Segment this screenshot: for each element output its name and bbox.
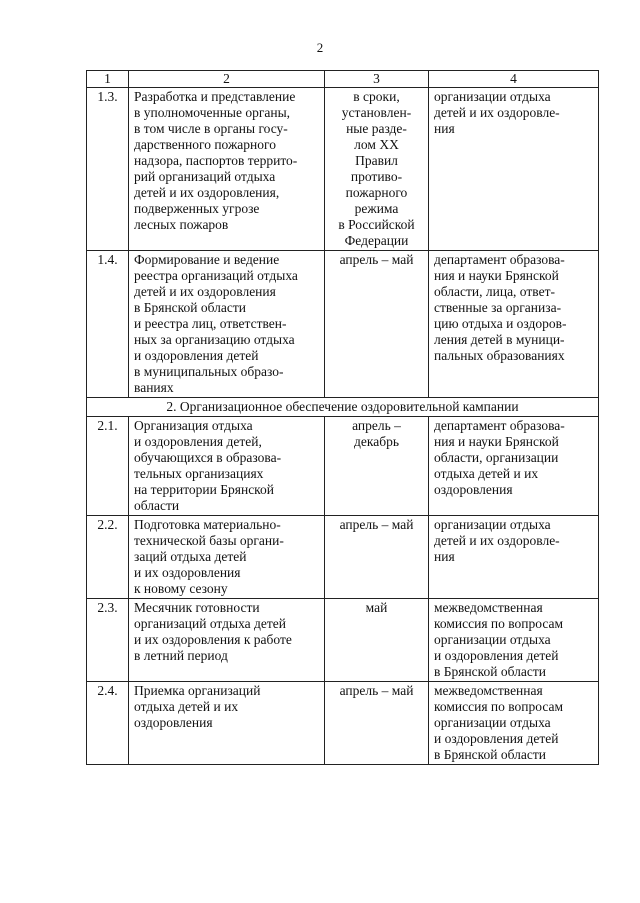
action-cell-line: Месячник готовности (134, 600, 260, 615)
header-col-3: 3 (325, 71, 429, 88)
plan-table-body (87, 88, 599, 765)
action-cell-line: к новому сезону (134, 581, 228, 596)
responsible-cell-line: в Брянской области (434, 747, 547, 762)
table-row (87, 417, 599, 516)
action-cell (129, 417, 325, 516)
action-cell-line: области (134, 498, 180, 513)
action-cell-line: и реестра лиц, ответствен- (134, 316, 287, 331)
action-cell-line: в уполномоченные органы, (134, 105, 291, 120)
action-cell-line: подверженных угрозе (134, 201, 260, 216)
action-cell (129, 599, 325, 682)
action-cell-line: рий организаций отдыха (134, 169, 276, 184)
action-cell-line: и их оздоровления к работе (134, 632, 292, 647)
action-cell-line: в том числе в органы госу- (134, 121, 288, 136)
responsible-cell-line: ния (434, 549, 455, 564)
row-number: 1.4. (87, 251, 129, 398)
table-row (87, 516, 599, 599)
term-cell-line: Федерации (344, 233, 409, 248)
responsible-cell-line: межведомственная (434, 683, 543, 698)
row-number: 1.3. (87, 88, 129, 251)
action-cell-line: ных за организацию отдыха (134, 332, 295, 347)
term-cell-line: апрель – май (339, 683, 414, 698)
action-cell-line: и их оздоровления (134, 565, 241, 580)
action-cell-line: в летний период (134, 648, 228, 663)
responsible-cell-line: комиссия по вопросам (434, 616, 564, 631)
term-cell-line: пожарного (345, 185, 408, 200)
term-cell-line: апрель – (352, 418, 401, 433)
responsible-cell-line: в Брянской области (434, 664, 547, 679)
action-cell (129, 251, 325, 398)
header-col-1: 1 (87, 71, 129, 88)
action-cell-line: детей и их оздоровления, (134, 185, 280, 200)
action-cell (129, 88, 325, 251)
action-cell-line: Разработка и представление (134, 89, 296, 104)
responsible-cell-line: департамент образова- (434, 418, 565, 433)
responsible-cell-line: детей и их оздоровле- (434, 105, 560, 120)
action-cell-line: заций отдыха детей (134, 549, 247, 564)
header-col-2: 2 (129, 71, 325, 88)
term-cell-line: декабрь (354, 434, 399, 449)
action-cell-line: организаций отдыха детей (134, 616, 287, 631)
action-cell-line: на территории Брянской (134, 482, 275, 497)
action-cell-line: оздоровления (134, 715, 213, 730)
responsible-cell (429, 599, 599, 682)
responsible-cell-line: и оздоровления детей (434, 731, 559, 746)
responsible-cell-line: организации отдыха (434, 89, 551, 104)
term-cell-line: май (365, 600, 388, 615)
action-cell-line: тельных организациях (134, 466, 264, 481)
row-number: 2.3. (87, 599, 129, 682)
responsible-cell (429, 682, 599, 765)
term-cell-line: в сроки, (353, 89, 400, 104)
action-cell-line: реестра организаций отдыха (134, 268, 298, 283)
term-cell (325, 88, 429, 251)
action-cell (129, 682, 325, 765)
responsible-cell-line: ния и науки Брянской (434, 268, 559, 283)
term-cell-line: апрель – май (339, 252, 414, 267)
responsible-cell (429, 88, 599, 251)
table-row (87, 599, 599, 682)
term-cell (325, 682, 429, 765)
action-cell-line: обучающихся в образова- (134, 450, 282, 465)
responsible-cell-line: детей и их оздоровле- (434, 533, 560, 548)
action-cell-line: лесных пожаров (134, 217, 229, 232)
row-number: 2.4. (87, 682, 129, 765)
action-cell-line: Организация отдыха (134, 418, 253, 433)
term-cell (325, 417, 429, 516)
term-cell-line: режима (354, 201, 399, 216)
action-cell-line: детей и их оздоровления (134, 284, 276, 299)
header-col-4: 4 (429, 71, 599, 88)
section-row (87, 398, 599, 417)
section-title: 2. Организационное обеспечение оздоровительной кампании (87, 398, 599, 417)
table-row (87, 88, 599, 251)
table-row (87, 682, 599, 765)
responsible-cell (429, 417, 599, 516)
responsible-cell-line: организации отдыха (434, 715, 551, 730)
term-cell-line: противо- (350, 169, 403, 184)
responsible-cell (429, 516, 599, 599)
term-cell-line: установлен- (341, 105, 412, 120)
row-number: 2.2. (87, 516, 129, 599)
responsible-cell-line: оздоровления (434, 482, 513, 497)
action-cell-line: Подготовка материально- (134, 517, 281, 532)
term-cell (325, 516, 429, 599)
action-cell-line: в муниципальных образо- (134, 364, 284, 379)
responsible-cell-line: межведомственная (434, 600, 543, 615)
responsible-cell-line: пальных образованиях (434, 348, 565, 363)
term-cell-line: апрель – май (339, 517, 414, 532)
action-cell-line: ваниях (134, 380, 174, 395)
responsible-cell-line: ния (434, 121, 455, 136)
responsible-cell-line: цию отдыха и оздоров- (434, 316, 567, 331)
action-cell-line: в Брянской области (134, 300, 247, 315)
action-cell-line: технической базы органи- (134, 533, 284, 548)
plan-table (86, 70, 599, 765)
responsible-cell-line: ления детей в муници- (434, 332, 565, 347)
action-cell-line: и оздоровления детей, (134, 434, 262, 449)
action-cell-line: Формирование и ведение (134, 252, 280, 267)
table-row (87, 251, 599, 398)
action-cell-line: Приемка организаций (134, 683, 261, 698)
header-row (87, 71, 599, 88)
action-cell-line: и оздоровления детей (134, 348, 259, 363)
responsible-cell-line: организации отдыха (434, 632, 551, 647)
responsible-cell (429, 251, 599, 398)
responsible-cell-line: ния и науки Брянской (434, 434, 559, 449)
responsible-cell-line: отдыха детей и их (434, 466, 539, 481)
term-cell-line: лом XX (354, 137, 399, 152)
term-cell-line: в Российской (338, 217, 415, 232)
responsible-cell-line: организации отдыха (434, 517, 551, 532)
term-cell (325, 251, 429, 398)
action-cell-line: дарственного пожарного (134, 137, 276, 152)
action-cell-line: надзора, паспортов террито- (134, 153, 298, 168)
action-cell-line: отдыха детей и их (134, 699, 239, 714)
term-cell-line: Правил (355, 153, 398, 168)
responsible-cell-line: комиссия по вопросам (434, 699, 564, 714)
term-cell (325, 599, 429, 682)
action-cell (129, 516, 325, 599)
responsible-cell-line: ственные за организа- (434, 300, 562, 315)
page-number: 2 (316, 40, 324, 55)
responsible-cell-line: области, организации (434, 450, 559, 465)
responsible-cell-line: департамент образова- (434, 252, 565, 267)
row-number: 2.1. (87, 417, 129, 516)
term-cell-line: ные разде- (346, 121, 407, 136)
responsible-cell-line: и оздоровления детей (434, 648, 559, 663)
responsible-cell-line: области, лица, ответ- (434, 284, 555, 299)
